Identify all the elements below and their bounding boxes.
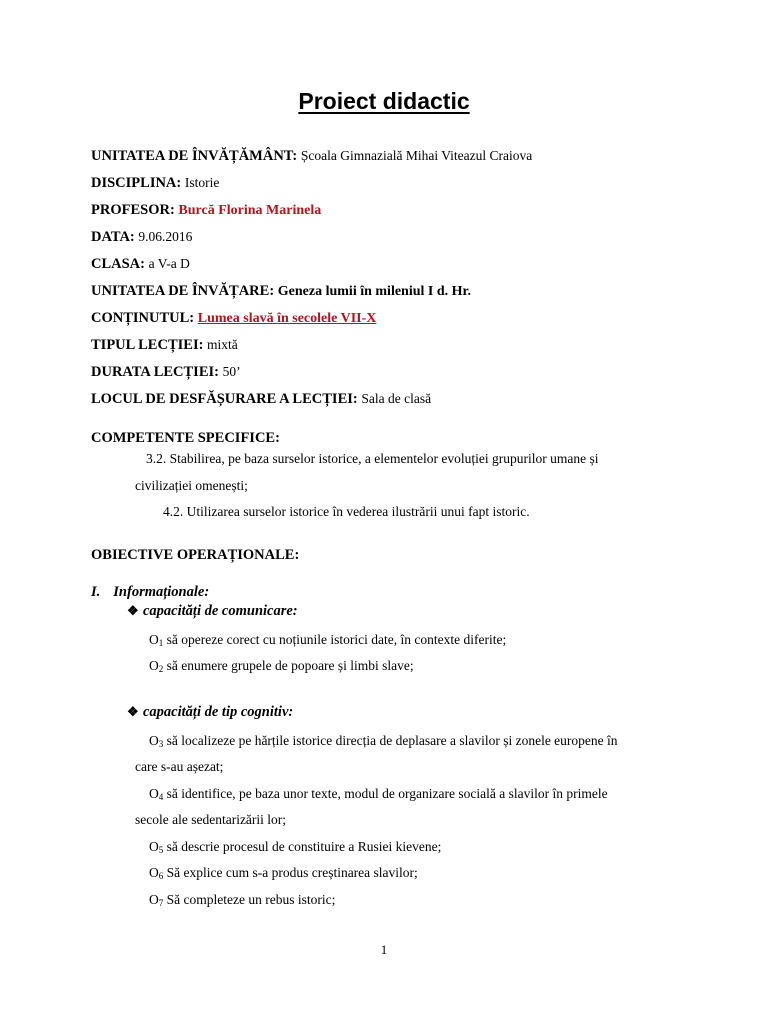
field-value: Istorie — [184, 175, 220, 190]
field-label: CONȚINUTUL: — [91, 310, 195, 326]
diamond-bullet-icon: ❖ — [127, 704, 139, 719]
objective-prefix: O — [149, 892, 159, 907]
field-label: PROFESOR: — [91, 202, 175, 218]
group-cognitiv — [127, 703, 293, 721]
objective-o2 — [149, 657, 414, 678]
objective-prefix: O — [149, 733, 159, 748]
objective-prefix: O — [149, 658, 159, 673]
objective-prefix: O — [149, 865, 159, 880]
field-value: Sala de clasă — [361, 391, 432, 406]
obiective-heading: OBIECTIVE OPERAȚIONALE: — [91, 547, 300, 563]
field-unitate-invatare — [91, 282, 471, 301]
field-label: TIPUL LECȚIEI: — [91, 337, 204, 353]
objective-o4 — [149, 785, 608, 806]
field-clasa — [91, 255, 190, 273]
page-title: Proiect didactic — [298, 88, 470, 114]
group-title: capacități de tip cognitiv: — [143, 704, 294, 720]
page-number: 1 — [380, 942, 388, 957]
field-durata — [91, 363, 241, 381]
field-profesor — [91, 201, 321, 220]
field-label: DISCIPLINA: — [91, 175, 182, 191]
field-value: Burcă Florina Marinela — [178, 203, 322, 218]
competenta-1-line2: civilizației omenești; — [135, 478, 248, 493]
group-title: capacități de comunicare: — [143, 603, 298, 619]
section-number: I. — [91, 584, 101, 600]
objective-o1 — [149, 631, 506, 652]
objective-o3 — [149, 732, 618, 753]
competenta-2: 4.2. Utilizarea surselor istorice în vederea ilustrării unui fapt istoric. — [163, 504, 530, 519]
field-label: DATA: — [91, 229, 135, 245]
field-loc — [91, 390, 431, 408]
objective-index: 2 — [158, 664, 164, 674]
objective-index: 3 — [158, 739, 164, 749]
objective-prefix: O — [149, 839, 159, 854]
objective-index: 6 — [158, 871, 164, 881]
objective-o4-continued: secole ale sedentarizării lor; — [135, 812, 287, 827]
objective-index: 5 — [158, 845, 164, 855]
objective-o7 — [149, 891, 335, 912]
objective-text: să enumere grupele de popoare și limbi slave; — [163, 658, 414, 673]
field-tip — [91, 336, 238, 354]
group-comunicare — [127, 602, 298, 620]
objective-o5 — [149, 838, 441, 859]
field-label: LOCUL DE DESFĂȘURARE A LECȚIEI: — [91, 391, 358, 407]
objective-text: Să completeze un rebus istoric; — [163, 892, 336, 907]
field-value: Școala Gimnazială Mihai Viteazul Craiova — [300, 148, 533, 163]
objective-text: să opereze corect cu noțiunile istorici date, în contexte diferite; — [163, 632, 507, 647]
field-label: DURATA LECȚIEI: — [91, 364, 219, 380]
field-value: 50’ — [222, 364, 241, 379]
continut-link[interactable]: Lumea slavă în secolele VII-X — [197, 311, 377, 326]
objective-text: Să explice cum s-a produs creștinarea slavilor; — [163, 865, 418, 880]
field-data — [91, 228, 192, 246]
section-title: Informaționale: — [113, 584, 210, 600]
diamond-bullet-icon: ❖ — [127, 603, 139, 618]
objective-index: 1 — [158, 638, 164, 648]
objective-text: să descrie procesul de constituire a Rusiei kievene; — [163, 839, 442, 854]
competenta-1-line1: 3.2. Stabilirea, pe baza surselor istorice, a elementelor evoluției grupurilor umane și — [146, 451, 599, 466]
field-unitate — [91, 147, 532, 165]
field-disciplina — [91, 174, 219, 192]
objective-prefix: O — [149, 632, 159, 647]
field-value: mixtă — [207, 337, 238, 352]
field-label: UNITATEA DE ÎNVĂȚARE: — [91, 283, 275, 299]
field-value: Geneza lumii în mileniul I d. Hr. — [277, 284, 471, 299]
objective-text: să localizeze pe hărțile istorice direcția de deplasare a slavilor și zonele europene în — [163, 733, 618, 748]
objective-index: 7 — [158, 898, 164, 908]
objective-text: să identifice, pe baza unor texte, modul de organizare socială a slavilor în primele — [163, 786, 608, 801]
field-value: 9.06.2016 — [138, 229, 193, 244]
objective-index: 4 — [158, 792, 164, 802]
objective-prefix: O — [149, 786, 159, 801]
competente-heading: COMPETENTE SPECIFICE: — [91, 430, 280, 446]
field-value: a V-a D — [148, 256, 190, 271]
field-continut — [91, 309, 376, 328]
objective-o3-continued: care s-au așezat; — [135, 759, 224, 774]
field-label: CLASA: — [91, 256, 145, 272]
field-label: UNITATEA DE ÎNVĂȚĂMÂNT: — [91, 148, 298, 164]
section-informationale — [91, 583, 209, 601]
objective-o6 — [149, 864, 418, 885]
